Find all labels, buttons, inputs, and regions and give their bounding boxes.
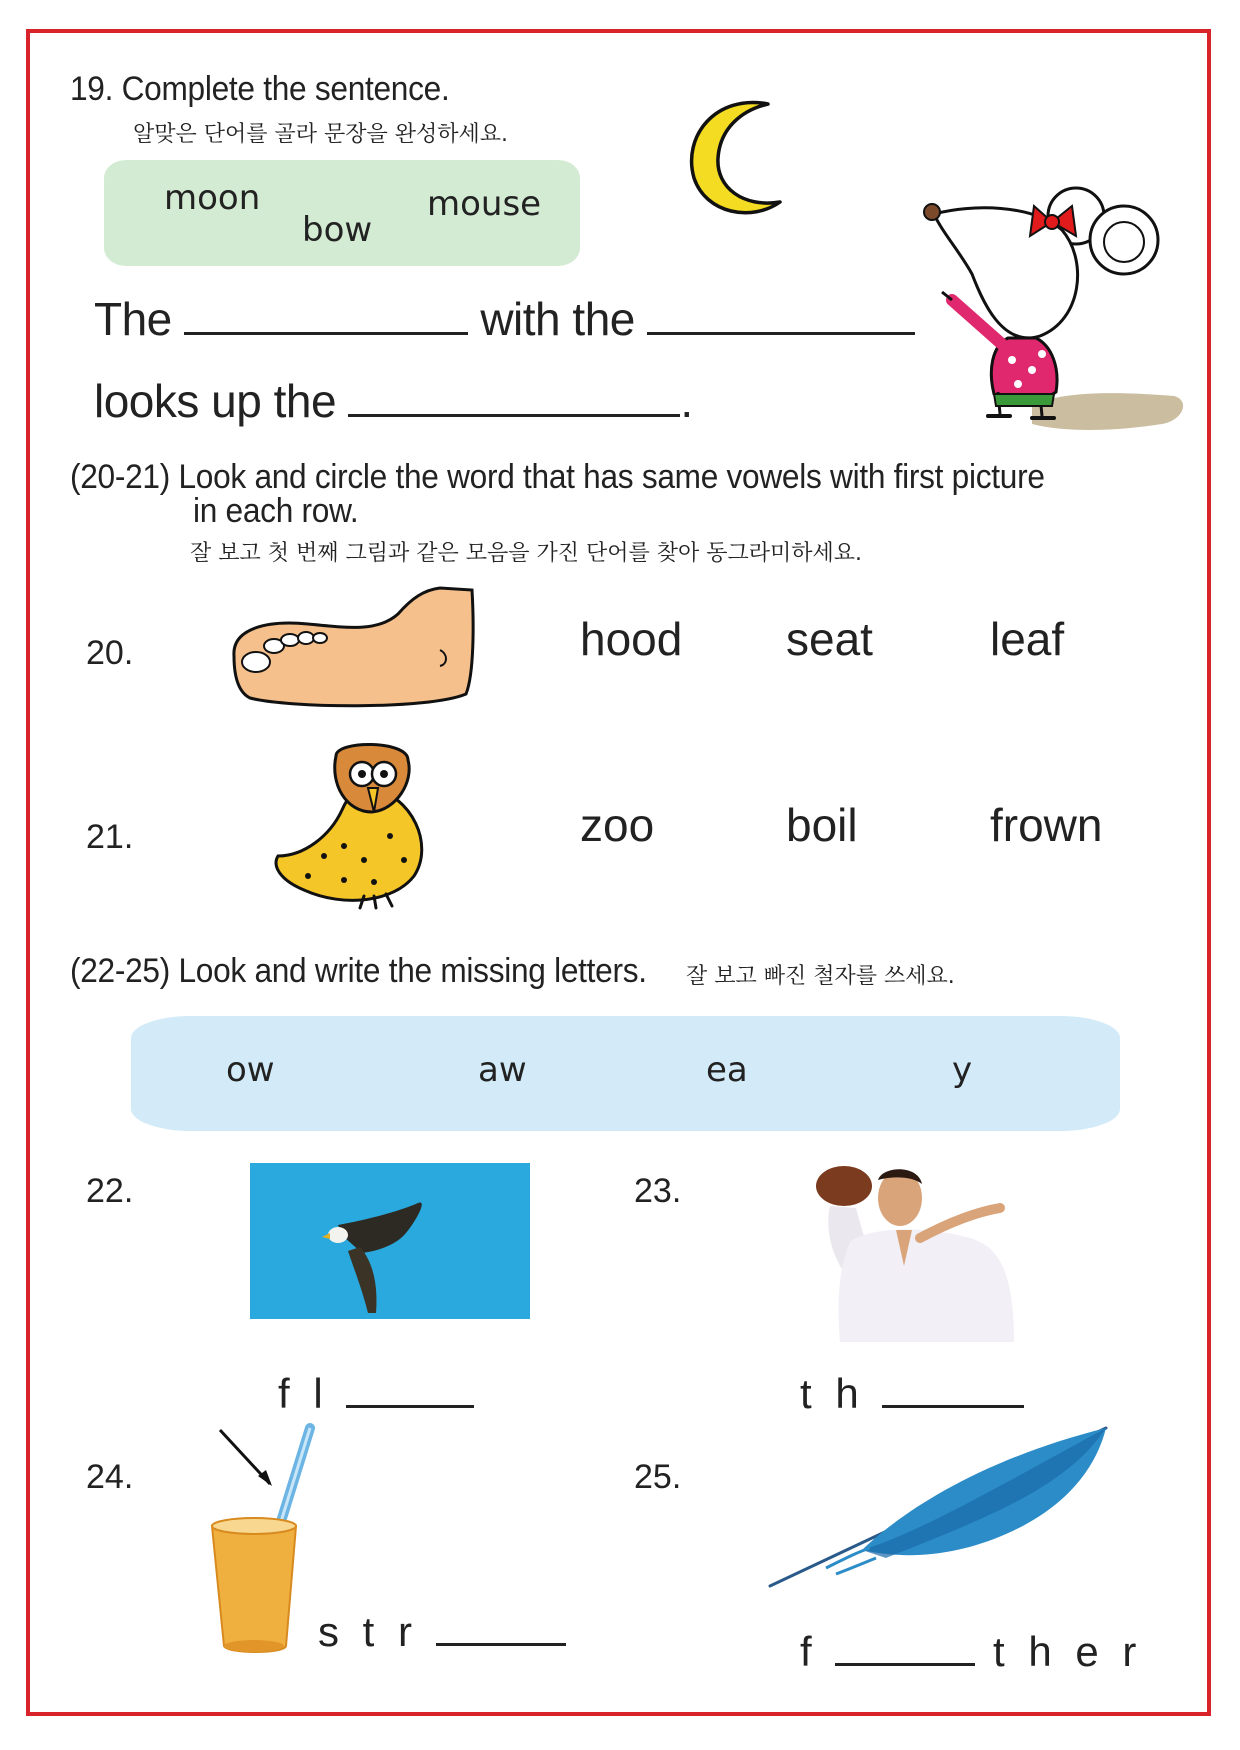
moon-illustration bbox=[672, 92, 792, 222]
feather-photo bbox=[766, 1418, 1118, 1594]
q20-21-subtitle: 잘 보고 첫 번째 그림과 같은 모음을 가진 단어를 찾아 동그라미하세요. bbox=[190, 541, 862, 566]
word-prefix: s t r bbox=[318, 1608, 418, 1655]
q22-25-title: (22-25) Look and write the missing letters. bbox=[70, 952, 647, 990]
q24-word bbox=[318, 1608, 566, 1656]
q25-word bbox=[800, 1628, 1142, 1676]
eagle-photo bbox=[250, 1163, 530, 1319]
q20-21-title-cont: in each row. bbox=[193, 492, 359, 530]
question-number: 24. bbox=[86, 1458, 134, 1496]
question-number: 20. bbox=[86, 634, 134, 672]
sentence-text: The bbox=[94, 293, 172, 345]
question-number: 25. bbox=[634, 1458, 682, 1496]
answer-blank[interactable] bbox=[184, 332, 468, 335]
answer-blank[interactable] bbox=[436, 1643, 566, 1646]
choice-word[interactable]: zoo bbox=[580, 799, 655, 851]
q23-word bbox=[800, 1370, 1024, 1418]
mouse-illustration bbox=[912, 170, 1192, 438]
word-option: mouse bbox=[427, 184, 542, 224]
q19-sentence-line1 bbox=[94, 292, 915, 346]
word-prefix: f l bbox=[278, 1370, 329, 1417]
answer-blank[interactable] bbox=[882, 1405, 1024, 1408]
q20-21-title: (20-21) Look and circle the word that has same vowels with first picture bbox=[70, 458, 1045, 496]
letter-option: ea bbox=[706, 1050, 748, 1090]
choice-word[interactable]: seat bbox=[786, 613, 873, 665]
choice-word[interactable]: frown bbox=[990, 799, 1103, 851]
word-option: bow bbox=[302, 210, 373, 250]
owl-illustration bbox=[264, 736, 440, 912]
q22-word bbox=[278, 1370, 474, 1418]
sentence-text: looks up the bbox=[94, 375, 337, 427]
choice-word[interactable]: leaf bbox=[990, 613, 1065, 665]
question-number: 21. bbox=[86, 818, 134, 856]
sentence-period: . bbox=[680, 375, 693, 427]
man-photo bbox=[800, 1156, 1044, 1342]
question-number: 22. bbox=[86, 1172, 134, 1210]
q22-25-subtitle: 잘 보고 빠진 철자를 쓰세요. bbox=[686, 964, 955, 989]
letter-option: ow bbox=[226, 1050, 275, 1090]
sentence-text: with the bbox=[480, 293, 635, 345]
q19-subtitle: 알맞은 단어를 골라 문장을 완성하세요. bbox=[133, 122, 508, 147]
word-option: moon bbox=[164, 178, 261, 218]
answer-blank[interactable] bbox=[346, 1405, 474, 1408]
choice-word[interactable]: boil bbox=[786, 799, 858, 851]
foot-illustration bbox=[228, 584, 484, 710]
q19-title: 19. Complete the sentence. bbox=[70, 70, 450, 108]
letter-option: y bbox=[952, 1050, 973, 1090]
answer-blank[interactable] bbox=[647, 332, 915, 335]
word-prefix: f bbox=[800, 1628, 818, 1675]
letter-option: aw bbox=[478, 1050, 527, 1090]
question-number: 23. bbox=[634, 1172, 682, 1210]
answer-blank[interactable] bbox=[835, 1663, 975, 1666]
word-suffix: t h e r bbox=[993, 1628, 1143, 1675]
choice-word[interactable]: hood bbox=[580, 613, 683, 665]
answer-blank[interactable] bbox=[348, 414, 680, 417]
straw-illustration bbox=[204, 1420, 324, 1660]
word-prefix: t h bbox=[800, 1370, 865, 1417]
q19-sentence-line2 bbox=[94, 374, 693, 428]
